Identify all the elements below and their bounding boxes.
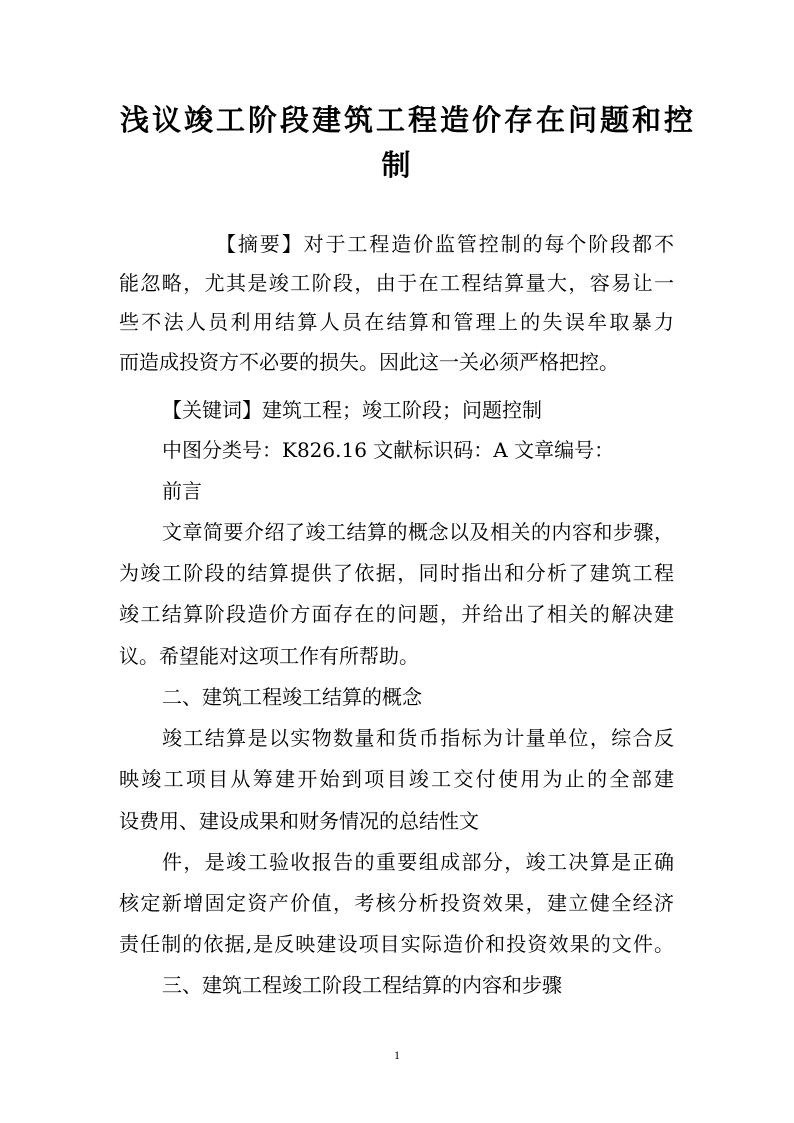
section-3-heading: 三、建筑工程竣工阶段工程结算的内容和步骤 (162, 973, 562, 997)
section-2-line-3: 设费用、建设成果和财务情况的总结性文 (119, 809, 479, 833)
abstract-line-1: 【摘要】对于工程造价监管控制的每个阶段都不 (216, 232, 674, 256)
document-title-line-2: 制 (381, 148, 414, 182)
preface-line-2: 为竣工阶段的结算提供了依据，同时指出和分析了建筑工程 (119, 561, 674, 585)
preface-line-1: 文章简要介绍了竣工结算的概念以及相关的内容和步骤， (162, 520, 674, 544)
abstract-line-2: 能忽略，尤其是竣工阶段，由于在工程结算量大，容易让一 (119, 271, 674, 295)
preface-line-3: 竣工结算阶段造价方面存在的问题，并给出了相关的解决建 (119, 602, 674, 626)
classification-line: 中图分类号：K826.16 文献标识码：A 文章编号： (162, 438, 615, 462)
section-2-heading: 二、建筑工程竣工结算的概念 (162, 685, 422, 709)
section-2-line-1: 竣工结算是以实物数量和货币指标为计量单位，综合反 (162, 726, 674, 750)
abstract-line-4: 而造成投资方不必要的损失。因此这一关必须严格把控。 (119, 350, 619, 374)
keywords: 【关键词】建筑工程；竣工阶段；问题控制 (162, 398, 542, 422)
preface-line-4: 议。希望能对这项工作有所帮助。 (119, 644, 419, 668)
section-2-line-5: 核定新增固定资产价值，考核分析投资效果，建立健全经济 (119, 891, 674, 915)
section-2-line-2: 映竣工项目从筹建开始到项目竣工交付使用为止的全部建 (119, 767, 674, 791)
document-title-line-1: 浅议竣工阶段建筑工程造价存在问题和控 (120, 103, 697, 137)
section-2-line-4: 件，是竣工验收报告的重要组成部分，竣工决算是正确 (162, 850, 674, 874)
preface-heading: 前言 (162, 479, 202, 503)
section-2-line-6: 责任制的依据,是反映建设项目实际造价和投资效果的文件。 (119, 932, 674, 956)
page-number: 1 (394, 1048, 400, 1062)
abstract-line-3: 些不法人员利用结算人员在结算和管理上的失误牟取暴力 (119, 310, 674, 334)
